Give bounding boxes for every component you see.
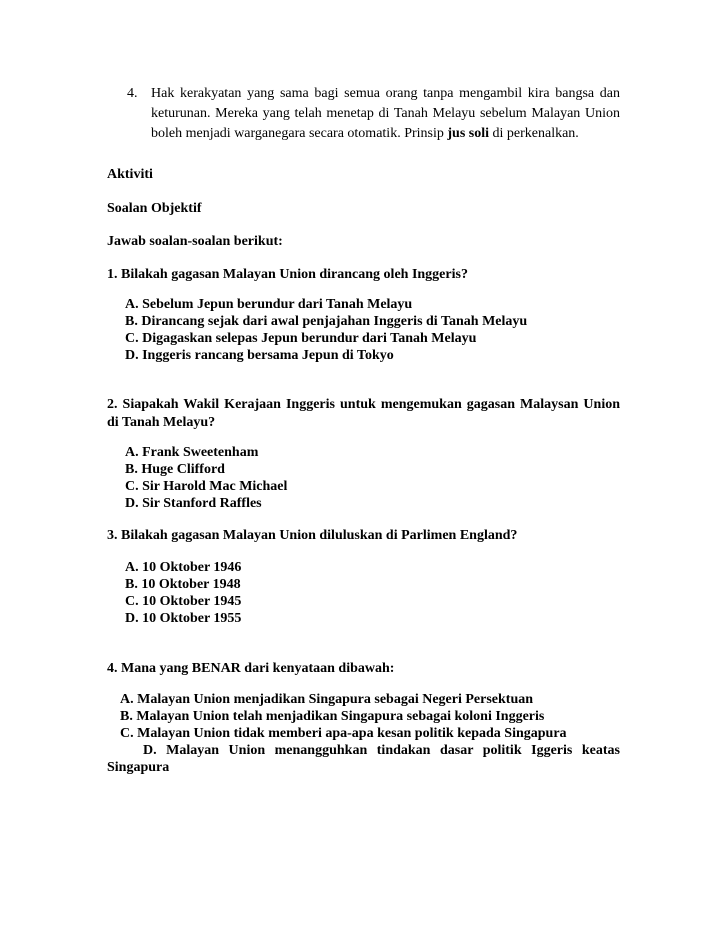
- question-1: 1. Bilakah gagasan Malayan Union dirancang oleh Inggeris?: [107, 267, 468, 282]
- question-2-options: [107, 444, 620, 512]
- option-4d-line-2: Singapura: [107, 760, 170, 775]
- heading-instruction: Jawab soalan-soalan berikut:: [107, 234, 283, 249]
- question-1-options: [107, 296, 620, 364]
- intro-bold-term: jus soli: [447, 126, 489, 141]
- option-2a: A. Frank Sweetenham: [125, 445, 259, 460]
- intro-list-item: [107, 84, 620, 144]
- intro-text-before: Hak kerakyatan yang sama bagi semua orang tanpa mengambil kira bangsa dan keturunan. Mereka yang telah menetap di Tanah Melayu sebelum Malayan Union boleh menjadi warganegara secara otomatik. Prinsip: [151, 86, 620, 141]
- question-2: 2. Siapakah Wakil Kerajaan Inggeris untuk mengemukan gagasan Malaysan Union di Tanah Melayu?: [107, 397, 620, 430]
- option-1c: C. Digagaskan selepas Jepun berundur dari Tanah Melayu: [125, 331, 477, 346]
- question-3: 3. Bilakah gagasan Malayan Union diluluskan di Parlimen England?: [107, 528, 518, 543]
- option-3c: C. 10 Oktober 1945: [125, 594, 242, 609]
- option-4b: B. Malayan Union telah menjadikan Singapura sebagai koloni Inggeris: [120, 709, 545, 724]
- heading-soalan-objektif: Soalan Objektif: [107, 201, 202, 216]
- option-4d-line-1: D. Malayan Union menangguhkan tindakan dasar politik Iggeris keatas: [143, 743, 620, 758]
- intro-item-number: 4.: [127, 86, 138, 101]
- option-2c: C. Sir Harold Mac Michael: [125, 479, 288, 494]
- question-4: 4. Mana yang BENAR dari kenyataan dibawah:: [107, 661, 395, 676]
- option-3b: B. 10 Oktober 1948: [125, 577, 241, 592]
- option-2b: B. Huge Clifford: [125, 462, 225, 477]
- question-3-options: [107, 559, 620, 627]
- option-4c: C. Malayan Union tidak memberi apa-apa kesan politik kepada Singapura: [120, 726, 567, 741]
- intro-text-after: di perkenalkan.: [489, 126, 579, 141]
- document-page: [107, 84, 620, 776]
- option-2d: D. Sir Stanford Raffles: [125, 496, 262, 511]
- option-1b: B. Dirancang sejak dari awal penjajahan Inggeris di Tanah Melayu: [125, 314, 528, 329]
- question-4-options: [107, 691, 620, 759]
- option-4a: A. Malayan Union menjadikan Singapura sebagai Negeri Persektuan: [120, 692, 534, 707]
- option-3a: A. 10 Oktober 1946: [125, 560, 242, 575]
- option-3d: D. 10 Oktober 1955: [125, 611, 242, 626]
- heading-aktiviti: Aktiviti: [107, 167, 153, 182]
- option-1d: D. Inggeris rancang bersama Jepun di Tokyo: [125, 348, 394, 363]
- option-1a: A. Sebelum Jepun berundur dari Tanah Melayu: [125, 297, 413, 312]
